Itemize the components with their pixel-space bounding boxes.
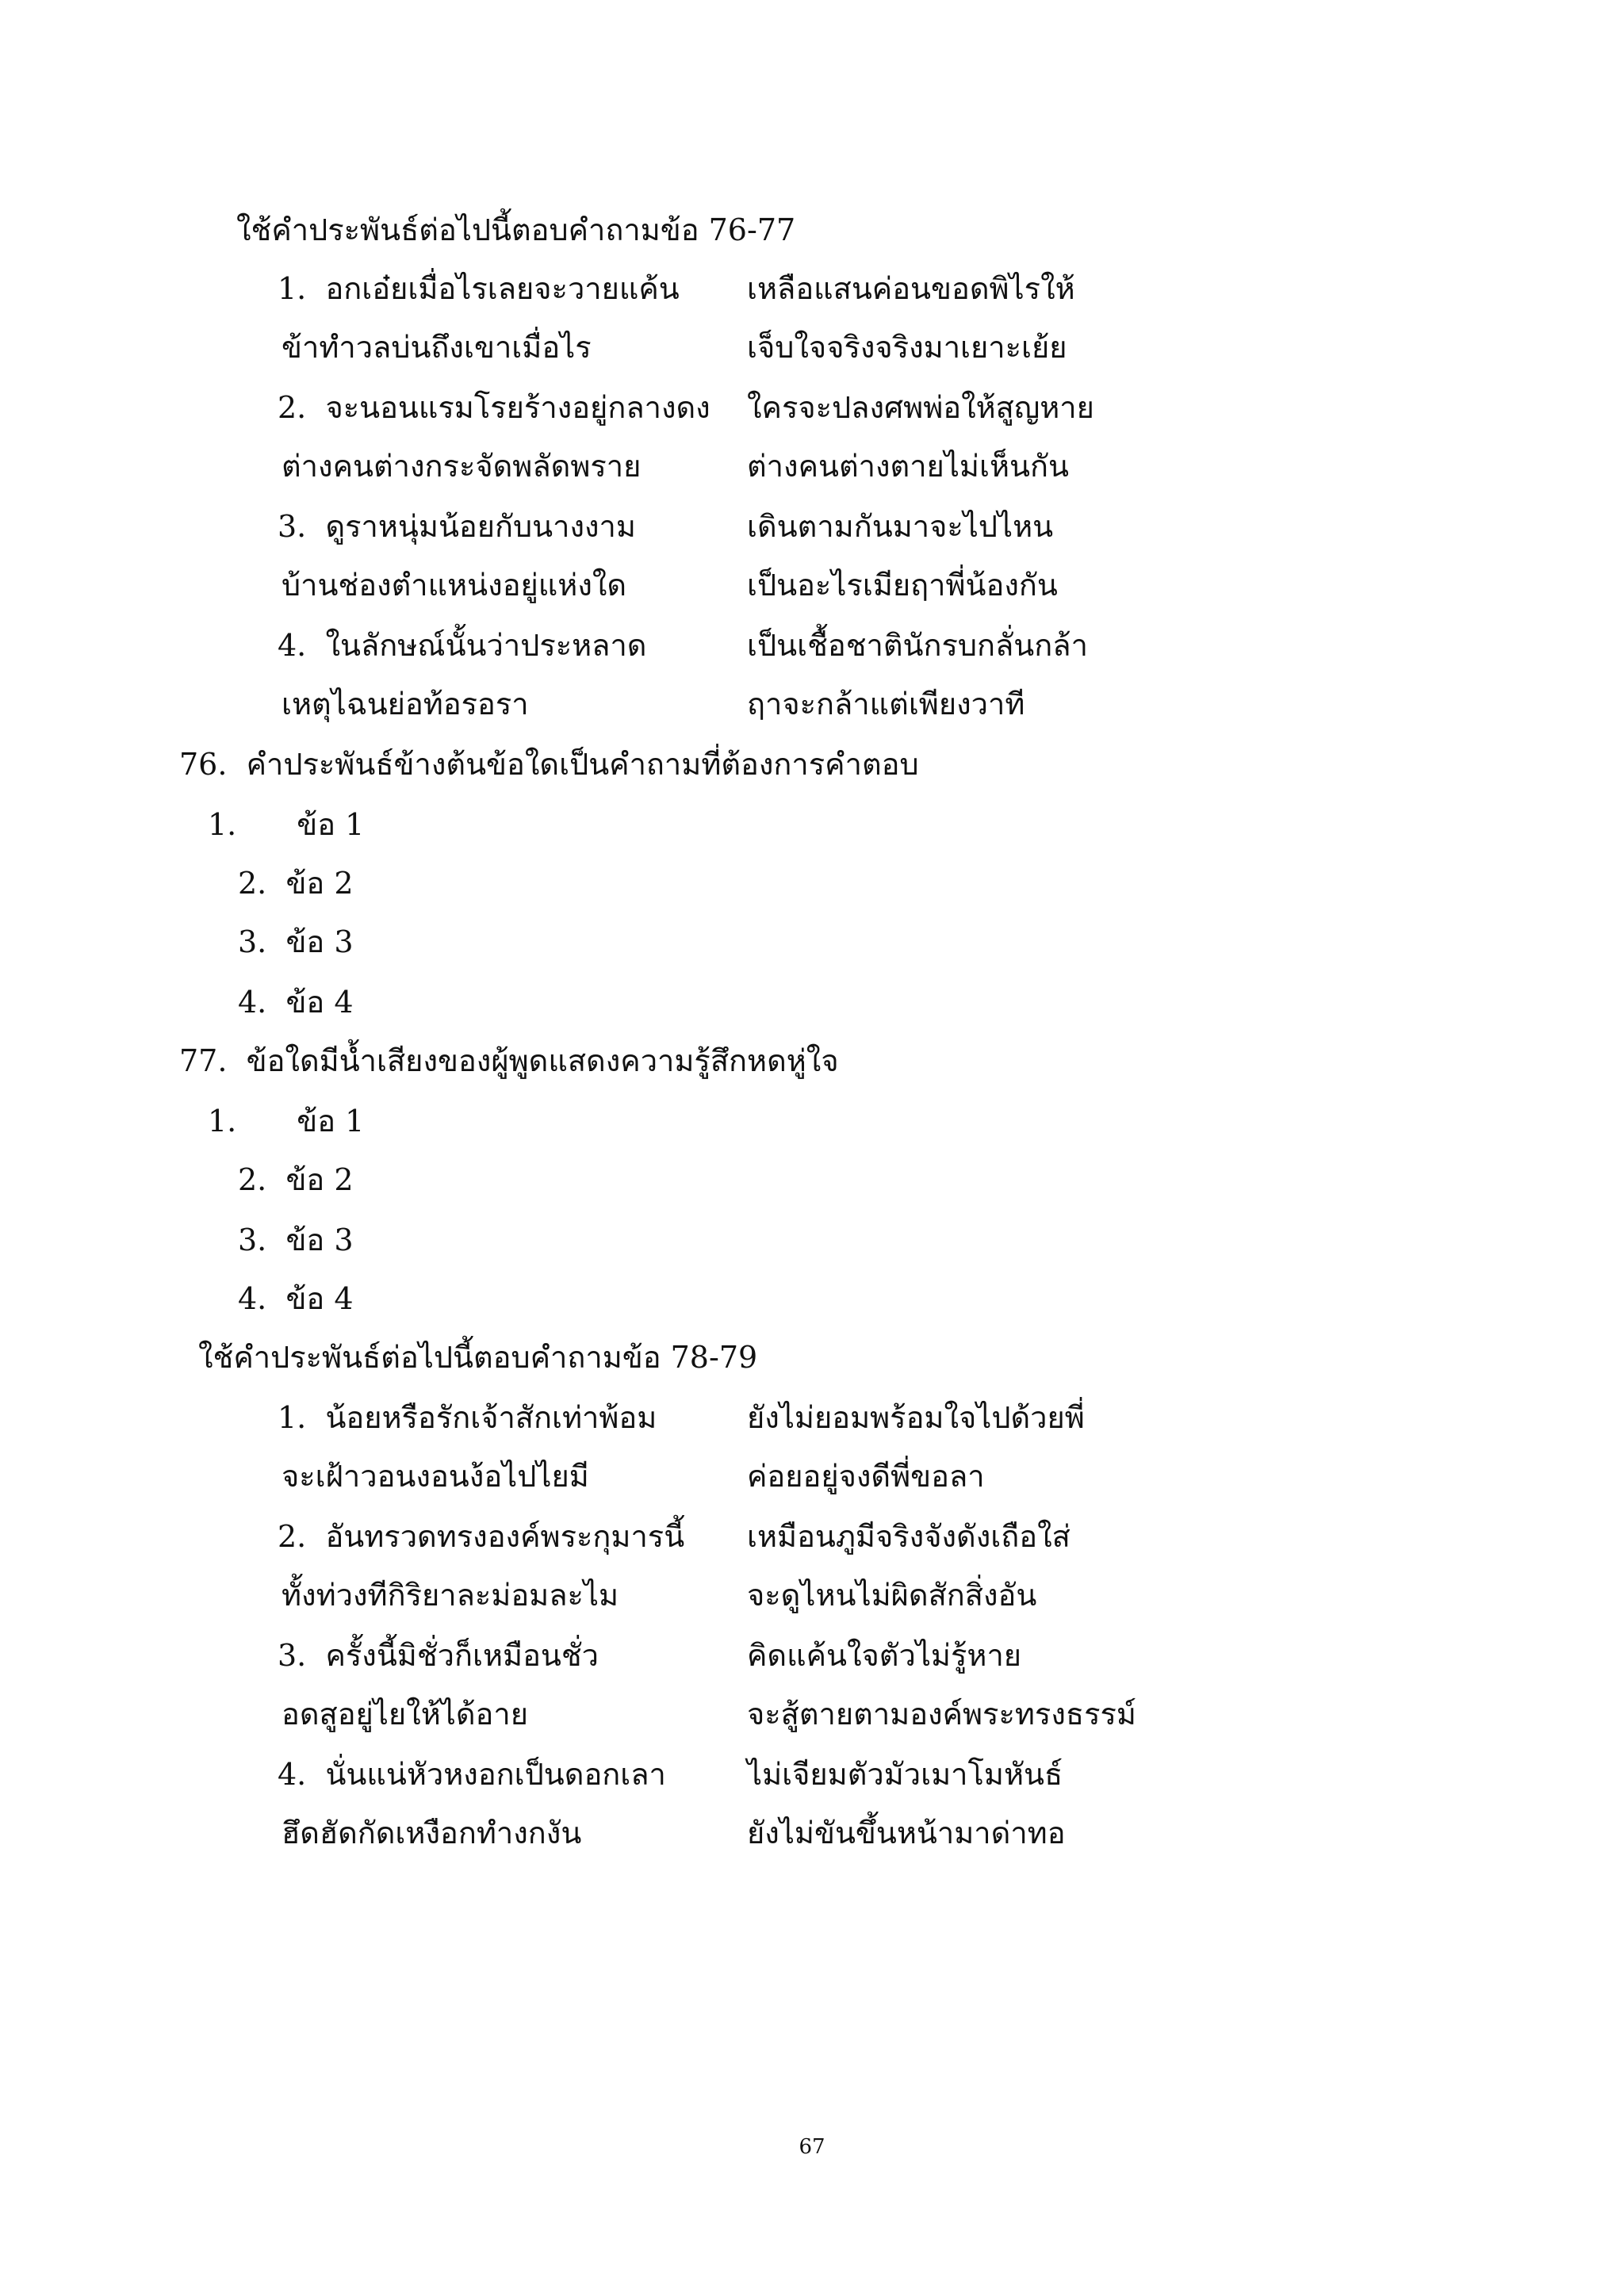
s2-stanza2-left1	[278, 1516, 684, 1557]
stanza-number: 2.	[278, 1519, 307, 1554]
verse-text: นั่นแน่หัวหงอกเป็นดอกเลา	[325, 1757, 666, 1792]
q76-option-2[interactable]	[238, 863, 354, 904]
s1-stanza1-right1: เหลือแสนค่อนขอดพิไรให้	[747, 271, 1075, 306]
s1-stanza2-left2: ต่างคนต่างกระจัดพลัดพราย	[282, 449, 642, 484]
question-text: ข้อใดมีน้ำเสียงของผู้พูดแสดงความรู้สึกหดหู่ใจ	[246, 1043, 839, 1078]
stanza-number: 3.	[278, 509, 307, 544]
option-text: ข้อ 3	[285, 1223, 354, 1257]
s1-stanza3-right2: เป็นอะไรเมียฤาพี่น้องกัน	[747, 568, 1058, 603]
page-number: 67	[799, 2135, 825, 2159]
s2-stanza1-left2: จะเฝ้าวอนงอนง้อไปไยมี	[282, 1459, 589, 1494]
s1-stanza3-left1	[278, 506, 636, 547]
stanza-number: 1.	[278, 271, 307, 306]
verse-text: น้อยหรือรักเจ้าสักเท่าพ้อม	[325, 1400, 657, 1435]
s1-stanza1-left2: ข้าทำวลบ่นถึงเขาเมื่อไร	[282, 330, 592, 365]
option-number: 1.	[208, 1104, 237, 1138]
s2-stanza3-left1	[278, 1635, 599, 1676]
s1-stanza4-right1: เป็นเชื้อชาตินักรบกลั่นกล้า	[747, 628, 1088, 663]
s2-stanza4-right1: ไม่เจียมตัวมัวเมาโมหันธ์	[747, 1757, 1063, 1792]
s2-stanza3-right2: จะสู้ตายตามองค์พระทรงธรรม์	[747, 1697, 1136, 1732]
q77-option-4[interactable]	[238, 1278, 354, 1319]
question-number: 77.	[179, 1043, 228, 1078]
s2-stanza4-left2: ฮึดฮัดกัดเหงือกทำงกงัน	[282, 1816, 582, 1850]
s2-stanza1-right2: ค่อยอยู่จงดีพี่ขอลา	[747, 1459, 985, 1494]
stanza-number: 3.	[278, 1638, 307, 1673]
s2-stanza3-right1: คิดแค้นใจตัวไม่รู้หาย	[747, 1638, 1022, 1673]
s2-stanza4-left1	[278, 1754, 666, 1795]
verse-text: ในลักษณ์นั้นว่าประหลาด	[325, 628, 647, 663]
s1-stanza3-right1: เดินตามกันมาจะไปไหน	[747, 509, 1054, 544]
verse-text: จะนอนแรมโรยร้างอยู่กลางดง	[325, 390, 710, 425]
verse-text: อันทรวดทรงองค์พระกุมารนี้	[325, 1519, 685, 1554]
instruction-76-77: ใช้คำประพันธ์ต่อไปนี้ตอบคำถามข้อ 76-77	[236, 212, 796, 247]
q76-option-1[interactable]	[208, 804, 364, 845]
question-77	[179, 1040, 839, 1081]
s1-stanza2-right1: ใครจะปลงศพพ่อให้สูญหาย	[747, 390, 1094, 425]
question-76	[179, 744, 919, 785]
s1-stanza4-left1	[278, 625, 647, 666]
q76-option-3[interactable]	[238, 921, 354, 962]
question-number: 76.	[179, 747, 228, 782]
s2-stanza3-left2: อดสูอยู่ไยให้ได้อาย	[282, 1697, 528, 1732]
stanza-number: 2.	[278, 390, 307, 425]
s1-stanza4-left2: เหตุไฉนย่อท้อรอรา	[282, 687, 529, 721]
q77-option-2[interactable]	[238, 1159, 354, 1200]
option-number: 2.	[238, 1162, 267, 1197]
question-text: คำประพันธ์ข้างต้นข้อใดเป็นคำถามที่ต้องการคำตอบ	[246, 747, 919, 782]
option-number: 4.	[238, 985, 267, 1020]
s1-stanza1-right2: เจ็บใจจริงจริงมาเยาะเย้ย	[747, 330, 1067, 365]
verse-text: ดูราหนุ่มน้อยกับนางงาม	[325, 509, 636, 544]
stanza-number: 4.	[278, 1757, 307, 1792]
s2-stanza1-right1: ยังไม่ยอมพร้อมใจไปด้วยพี่	[747, 1400, 1085, 1435]
option-number: 3.	[238, 924, 267, 959]
option-text: ข้อ 2	[285, 1162, 354, 1197]
option-text: ข้อ 4	[285, 985, 354, 1020]
s1-stanza3-left2: บ้านช่องตำแหน่งอยู่แห่งใด	[282, 568, 627, 603]
q77-option-1[interactable]	[208, 1100, 364, 1142]
option-number: 3.	[238, 1223, 267, 1257]
s2-stanza2-right2: จะดูไหนไม่ผิดสักสิ่งอัน	[747, 1578, 1037, 1613]
instruction-78-79: ใช้คำประพันธ์ต่อไปนี้ตอบคำถามข้อ 78-79	[198, 1340, 758, 1375]
s1-stanza4-right2: ฤาจะกล้าแต่เพียงวาที	[747, 687, 1025, 721]
verse-text: ครั้งนี้มิชั่วก็เหมือนชั่ว	[325, 1638, 599, 1673]
option-text: ข้อ 1	[297, 807, 365, 842]
s2-stanza2-left2: ทั้งท่วงทีกิริยาละม่อมละไม	[282, 1578, 619, 1613]
s2-stanza4-right2: ยังไม่ขันขึ้นหน้ามาด่าทอ	[747, 1816, 1066, 1850]
s2-stanza1-left1	[278, 1397, 657, 1438]
option-number: 2.	[238, 866, 267, 901]
s1-stanza2-right2: ต่างคนต่างตายไม่เห็นกัน	[747, 449, 1069, 484]
option-text: ข้อ 3	[285, 924, 354, 959]
option-text: ข้อ 2	[285, 866, 354, 901]
s1-stanza1-left1	[278, 268, 680, 309]
option-number: 1.	[208, 807, 237, 842]
stanza-number: 1.	[278, 1400, 307, 1435]
q77-option-3[interactable]	[238, 1219, 354, 1261]
s1-stanza2-left1	[278, 387, 710, 428]
s2-stanza2-right1: เหมือนภูมีจริงจังดังเถือใส่	[747, 1519, 1071, 1554]
option-text: ข้อ 1	[297, 1104, 365, 1138]
option-text: ข้อ 4	[285, 1281, 354, 1316]
stanza-number: 4.	[278, 628, 307, 663]
option-number: 4.	[238, 1281, 267, 1316]
verse-text: อกเอ๋ยเมื่อไรเลยจะวายแค้น	[325, 271, 680, 306]
q76-option-4[interactable]	[238, 982, 354, 1023]
